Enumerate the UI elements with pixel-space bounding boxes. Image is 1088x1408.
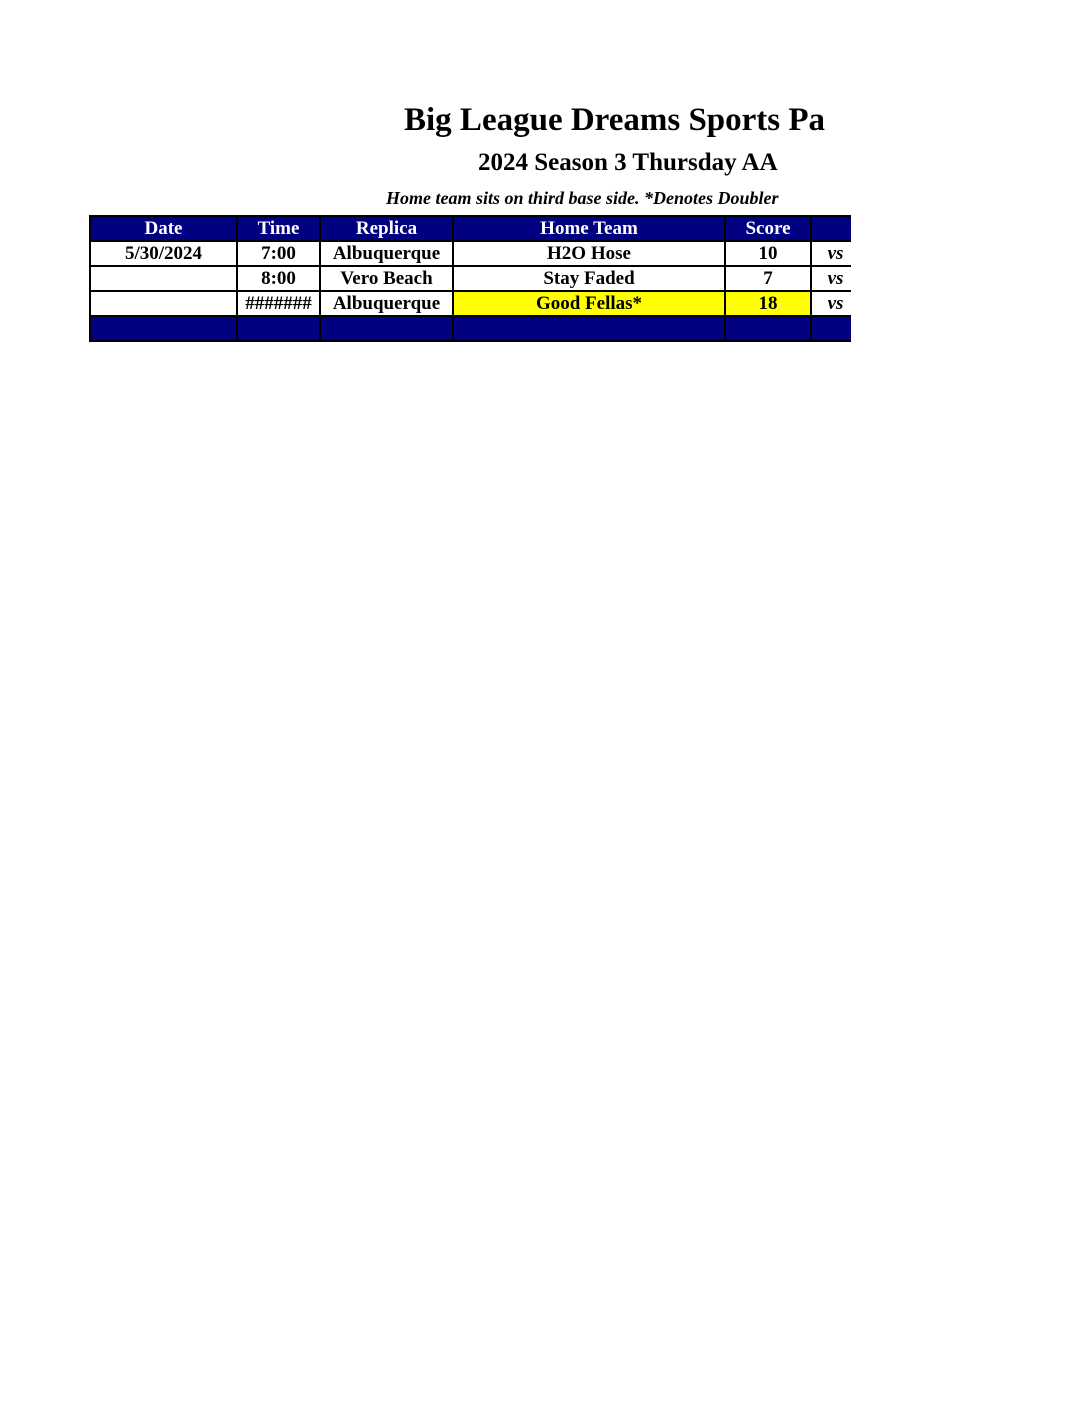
seating-note: Home team sits on third base side. *Denotes Doubler	[386, 188, 779, 208]
column-header-score: Score	[725, 216, 811, 241]
footer-cell	[811, 316, 851, 341]
cell-replica: Vero Beach	[320, 266, 453, 291]
cell-time: #######	[237, 291, 320, 316]
cell-home-team: Good Fellas*	[453, 291, 725, 316]
table-row	[90, 291, 851, 316]
table-footer-row	[90, 316, 851, 341]
column-header-home-team: Home Team	[453, 216, 725, 241]
cell-date	[90, 266, 237, 291]
cell-time: 8:00	[237, 266, 320, 291]
footer-cell	[725, 316, 811, 341]
footer-cell	[320, 316, 453, 341]
cell-time: 7:00	[237, 241, 320, 266]
cell-score: 10	[725, 241, 811, 266]
cell-vs: vs	[811, 291, 851, 316]
table-header-row	[90, 216, 851, 241]
column-header-vs	[811, 216, 851, 241]
column-header-replica: Replica	[320, 216, 453, 241]
cell-vs: vs	[811, 266, 851, 291]
cell-date: 5/30/2024	[90, 241, 237, 266]
page-title: Big League Dreams Sports Pa	[404, 102, 826, 138]
table-row	[90, 266, 851, 291]
cell-home-team: Stay Faded	[453, 266, 725, 291]
cell-replica: Albuquerque	[320, 241, 453, 266]
table-row	[90, 241, 851, 266]
footer-cell	[237, 316, 320, 341]
column-header-date: Date	[90, 216, 237, 241]
cell-vs: vs	[811, 241, 851, 266]
schedule-table	[89, 215, 851, 342]
column-header-time: Time	[237, 216, 320, 241]
cell-date	[90, 291, 237, 316]
page-clip	[0, 0, 851, 400]
footer-cell	[453, 316, 725, 341]
cell-score: 18	[725, 291, 811, 316]
cell-score: 7	[725, 266, 811, 291]
page-subtitle: 2024 Season 3 Thursday AA	[478, 149, 778, 176]
cell-home-team: H2O Hose	[453, 241, 725, 266]
footer-cell	[90, 316, 237, 341]
cell-replica: Albuquerque	[320, 291, 453, 316]
